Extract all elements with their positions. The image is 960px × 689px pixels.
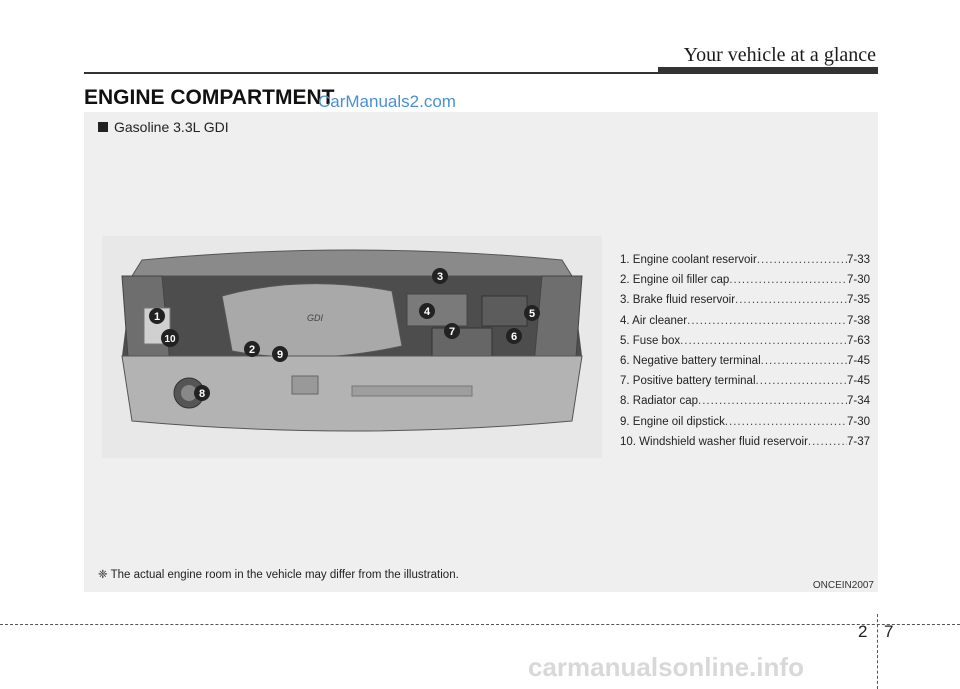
engine-cover-logo: GDI — [307, 313, 324, 323]
part-page: 7-30 — [846, 415, 870, 428]
callout-6: 6 — [510, 331, 518, 343]
part-name: 7. Positive battery terminal — [620, 375, 756, 388]
part-page: 7-38 — [846, 314, 870, 327]
part-name: 6. Negative battery terminal — [620, 355, 761, 368]
part-row — [620, 250, 870, 270]
part-row — [620, 371, 870, 391]
leader-dots — [687, 311, 847, 331]
part-row — [620, 311, 870, 331]
part-name: 3. Brake fluid reservoir — [620, 294, 736, 307]
part-row — [620, 412, 870, 432]
leader-dots — [756, 371, 847, 391]
leader-dots — [698, 391, 847, 411]
site-watermark[interactable]: CarManuals2.com — [318, 92, 456, 111]
section-title: ENGINE COMPARTMENT — [84, 86, 335, 109]
illustration-note: ❈ The actual engine room in the vehicle may differ from the illustration. — [98, 569, 459, 581]
leader-dots — [757, 250, 847, 270]
part-page: 7-33 — [846, 254, 870, 266]
part-name: 2. Engine oil filler cap — [620, 274, 730, 287]
leader-dots — [725, 412, 847, 432]
hood-latch — [292, 376, 318, 394]
part-name: 10. Windshield washer fluid reservoir — [620, 435, 808, 448]
part-row — [620, 391, 870, 411]
part-name: 9. Engine oil dipstick — [620, 415, 725, 428]
part-page: 7-35 — [846, 294, 870, 307]
part-name: 1. Engine coolant reservoir — [620, 254, 757, 266]
part-page: 7-30 — [846, 274, 870, 287]
callout-1: 1 — [153, 311, 161, 323]
leader-dots — [761, 351, 847, 371]
callout-7: 7 — [448, 326, 456, 338]
engine-subtitle — [98, 119, 229, 135]
leader-dots — [735, 290, 847, 310]
page-number: 7 — [884, 622, 894, 641]
callout-9: 9 — [276, 349, 284, 361]
illustration-panel — [84, 112, 878, 592]
part-page: 7-45 — [846, 355, 870, 368]
callout-2: 2 — [248, 344, 256, 356]
part-row — [620, 351, 870, 371]
part-row — [620, 270, 870, 290]
part-page: 7-37 — [846, 435, 870, 448]
part-page: 7-34 — [846, 395, 870, 408]
leader-dots — [729, 270, 847, 290]
parts-list — [620, 250, 870, 452]
support-channel — [352, 386, 472, 396]
callout-5: 5 — [528, 308, 536, 320]
footer-rule — [0, 624, 960, 625]
engine-illustration — [102, 236, 602, 458]
callout-4: 4 — [423, 306, 431, 318]
running-header: Your vehicle at a glance — [683, 44, 876, 66]
part-row — [620, 290, 870, 310]
engine-subtitle-text: Gasoline 3.3L GDI — [114, 119, 229, 135]
callout-3: 3 — [436, 271, 444, 283]
page-number-divider — [877, 614, 878, 689]
callout-10: 10 — [164, 334, 176, 345]
chapter-number: 2 — [858, 622, 868, 641]
square-bullet-icon — [98, 122, 108, 132]
callout-8: 8 — [198, 388, 206, 400]
battery — [432, 328, 492, 356]
leader-dots — [680, 331, 847, 351]
image-code: ONCEIN2007 — [812, 580, 874, 591]
part-name: 4. Air cleaner — [620, 314, 688, 327]
part-row — [620, 331, 870, 351]
part-page: 7-63 — [846, 334, 870, 347]
fuse-box — [482, 296, 527, 326]
part-name: 8. Radiator cap — [620, 395, 698, 408]
part-name: 5. Fuse box — [620, 334, 681, 347]
leader-dots — [808, 432, 847, 452]
air-cleaner-box — [407, 294, 467, 326]
footer-watermark: carmanualsonline.info — [528, 652, 804, 682]
header-rule — [84, 72, 878, 74]
part-page: 7-45 — [846, 375, 870, 388]
part-row — [620, 432, 870, 452]
